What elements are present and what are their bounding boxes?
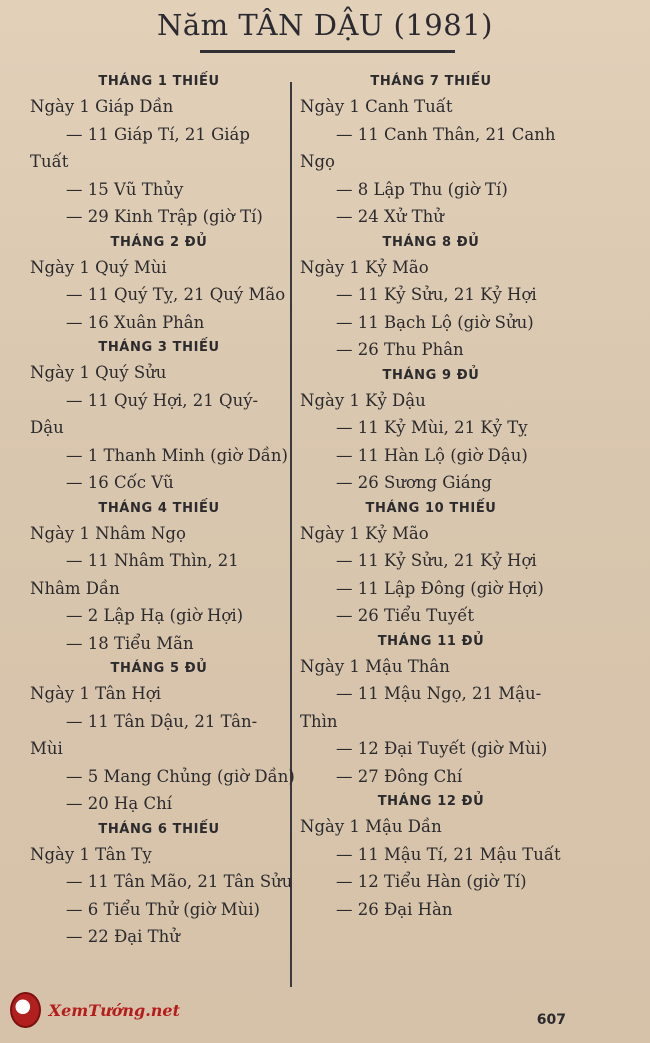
date-entry: — 16 Xuân Phân bbox=[66, 312, 205, 332]
watermark-logo bbox=[10, 990, 180, 1030]
date-entry: — 29 Kinh Trập (giờ Tí) bbox=[66, 207, 263, 226]
date-entry: — 5 Mang Chủng (giờ Dần) bbox=[66, 766, 295, 786]
month-heading: THÁNG 6 THIẾU bbox=[98, 821, 220, 837]
date-entry: — 15 Vũ Thủy bbox=[66, 179, 184, 199]
first-day-line: Ngày 1 Mậu Thân bbox=[300, 656, 450, 676]
first-day-line: Ngày 1 Kỷ Mão bbox=[300, 257, 429, 277]
date-entry: — 26 Sương Giáng bbox=[336, 473, 492, 492]
date-entry: — 11 Kỷ Sửu, 21 Kỷ Hợi bbox=[336, 285, 537, 304]
date-entry: — 8 Lập Thu (giờ Tí) bbox=[336, 179, 508, 199]
date-entry: — 11 Kỷ Sửu, 21 Kỷ Hợi bbox=[336, 551, 537, 570]
date-entry: — 11 Kỷ Mùi, 21 Kỷ Tỵ bbox=[336, 418, 528, 437]
date-entry: — 11 Hàn Lộ (giờ Dậu) bbox=[336, 445, 528, 465]
date-entry: — 11 Tân Mão, 21 Tân Sửu bbox=[66, 872, 293, 891]
date-entry: — 12 Đại Tuyết (giờ Mùi) bbox=[336, 739, 548, 758]
column-divider bbox=[290, 82, 292, 987]
date-entry: — 11 Bạch Lộ (giờ Sửu) bbox=[336, 312, 534, 332]
first-day-line: Ngày 1 Mậu Dần bbox=[300, 817, 442, 836]
date-entry: — 6 Tiểu Thử (giờ Mùi) bbox=[66, 899, 260, 919]
month-heading: THÁNG 5 ĐỦ bbox=[110, 661, 208, 676]
date-entry: — 11 Mậu Tí, 21 Mậu Tuất bbox=[336, 844, 561, 864]
date-entry: — 18 Tiểu Mãn bbox=[66, 633, 194, 653]
date-entry: — 11 Nhâm Thìn, 21 Nhâm Dần bbox=[30, 551, 239, 598]
date-entry: — 11 Canh Thân, 21 Canh Ngọ bbox=[300, 124, 556, 171]
page-title: Năm TÂN DẬU (1981) bbox=[157, 8, 493, 42]
title-underline bbox=[200, 50, 455, 53]
date-entry: — 26 Đại Hàn bbox=[336, 899, 453, 919]
yin-yang-icon bbox=[10, 992, 41, 1028]
page-number: 607 bbox=[536, 1012, 566, 1028]
date-entry: — 11 Lập Đông (giờ Hợi) bbox=[336, 578, 544, 598]
first-day-line: Ngày 1 Tân Tỵ bbox=[30, 844, 152, 864]
month-heading: THÁNG 8 ĐỦ bbox=[382, 234, 480, 250]
left-column bbox=[30, 70, 295, 951]
month-heading: THÁNG 11 ĐỦ bbox=[377, 633, 485, 649]
date-entry: — 12 Tiểu Hàn (giờ Tí) bbox=[336, 872, 527, 891]
date-entry: — 24 Xử Thử bbox=[336, 207, 444, 226]
date-entry: — 1 Thanh Minh (giờ Dần) bbox=[66, 445, 288, 465]
first-day-line: Ngày 1 Tân Hợi bbox=[30, 684, 161, 703]
month-heading: THÁNG 3 THIẾU bbox=[98, 340, 220, 355]
first-day-line: Ngày 1 Canh Tuất bbox=[300, 97, 453, 116]
first-day-line: Ngày 1 Nhâm Ngọ bbox=[30, 523, 186, 543]
date-entry: — 2 Lập Hạ (giờ Hợi) bbox=[66, 606, 244, 625]
date-entry: — 11 Giáp Tí, 21 Giáp Tuất bbox=[30, 124, 250, 171]
date-entry: — 20 Hạ Chí bbox=[66, 794, 172, 813]
first-day-line: Ngày 1 Giáp Dần bbox=[30, 97, 174, 116]
date-entry: — 26 Tiểu Tuyết bbox=[336, 606, 475, 625]
logo-text: XemTướng.net bbox=[48, 1000, 180, 1020]
first-day-line: Ngày 1 Quý Mùi bbox=[30, 257, 167, 277]
date-entry: — 27 Đông Chí bbox=[336, 766, 463, 786]
month-heading: THÁNG 4 THIẾU bbox=[98, 500, 220, 516]
month-heading: THÁNG 12 ĐỦ bbox=[377, 794, 485, 809]
first-day-line: Ngày 1 Kỷ Dậu bbox=[300, 390, 426, 410]
date-entry: — 22 Đại Thử bbox=[66, 927, 180, 946]
month-heading: THÁNG 7 THIẾU bbox=[370, 74, 492, 89]
date-entry: — 16 Cốc Vũ bbox=[66, 473, 174, 492]
month-heading: THÁNG 9 ĐỦ bbox=[382, 367, 480, 383]
date-entry: — 11 Quý Tỵ, 21 Quý Mão bbox=[66, 285, 286, 304]
first-day-line: Ngày 1 Quý Sửu bbox=[30, 363, 167, 382]
right-column bbox=[300, 70, 562, 923]
month-heading: THÁNG 2 ĐỦ bbox=[110, 234, 208, 250]
date-entry: — 11 Quý Hợi, 21 Quý-Dậu bbox=[30, 390, 259, 437]
date-entry: — 11 Tân Dậu, 21 Tân-Mùi bbox=[30, 711, 258, 758]
date-entry: — 11 Mậu Ngọ, 21 Mậu-Thìn bbox=[300, 684, 542, 731]
date-entry: — 26 Thu Phân bbox=[336, 340, 464, 359]
first-day-line: Ngày 1 Kỷ Mão bbox=[300, 523, 429, 543]
month-heading: THÁNG 1 THIẾU bbox=[98, 74, 220, 89]
month-heading: THÁNG 10 THIẾU bbox=[365, 500, 497, 516]
